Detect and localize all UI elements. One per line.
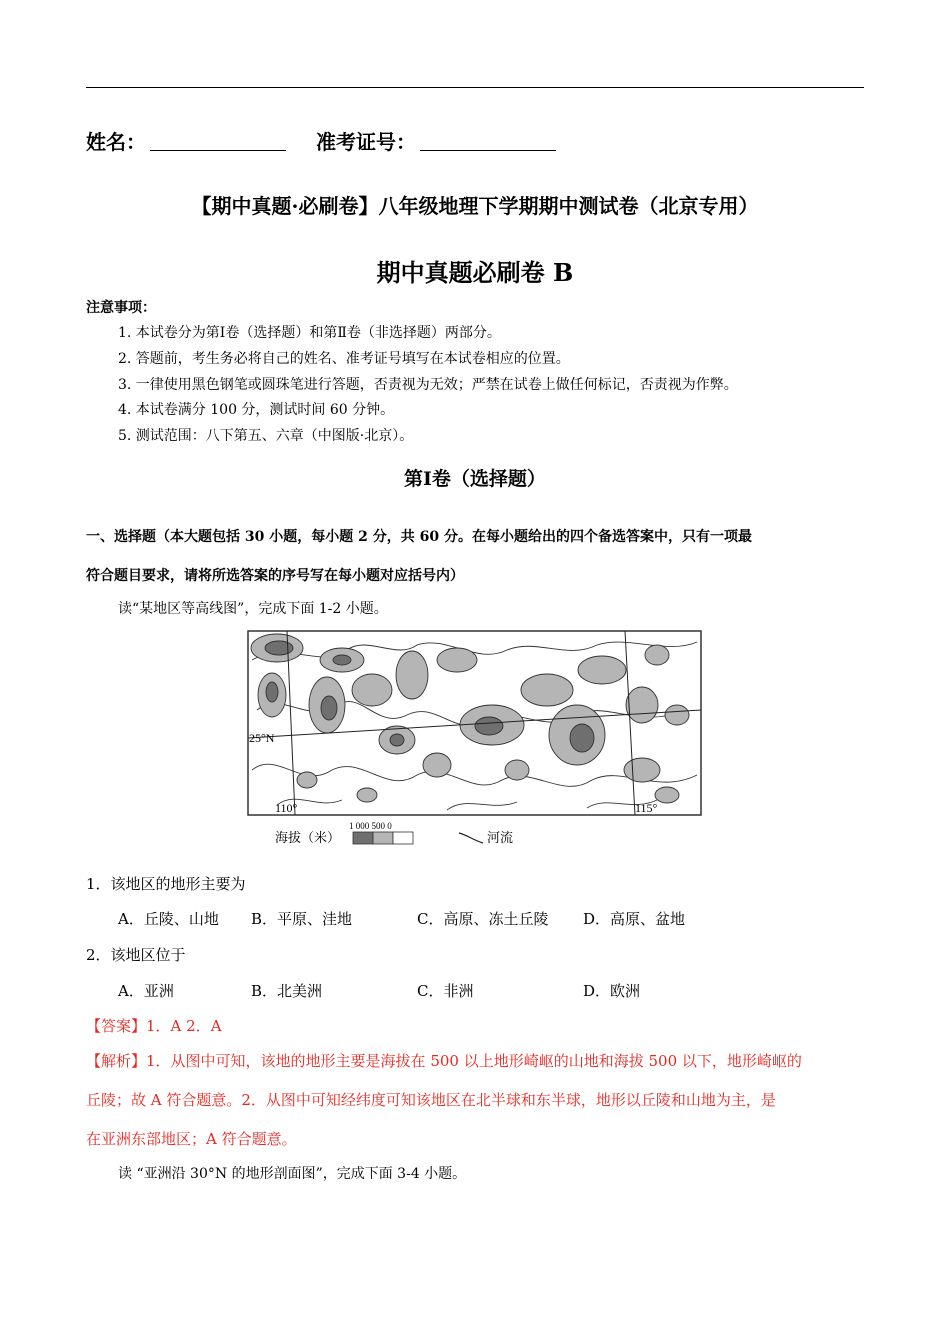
question-1-stem: 1．该地区的地形主要为	[86, 875, 246, 893]
exam-title: 【期中真题·必刷卷】八年级地理下学期期中测试卷（北京专用）	[191, 194, 759, 218]
top-rule	[86, 87, 864, 88]
q1-option-c[interactable]: C．高原、冻土丘陵	[417, 910, 549, 928]
reading-prompt-2: 读 “亚洲沿 30°N 的地形剖面图”，完成下面 3-4 小题。	[118, 1166, 467, 1182]
q2-option-b[interactable]: B．北美洲	[251, 982, 323, 1000]
note-item: 5. 测试范围：八下第五、六章（中图版·北京）。	[118, 428, 414, 444]
exam-subtitle: 期中真题必刷卷 B	[376, 258, 574, 287]
part1-title: 第Ⅰ卷（选择题）	[404, 468, 546, 490]
note-item: 2. 答题前，考生务必将自己的姓名、准考证号填写在本试卷相应的位置。	[118, 351, 570, 367]
legend-low	[393, 832, 413, 844]
q2-option-a[interactable]: A．亚洲	[118, 982, 174, 1000]
reading-prompt-1: 读“某地区等高线图”，完成下面 1-2 小题。	[118, 601, 388, 617]
note-item: 1. 本试卷分为第Ⅰ卷（选择题）和第Ⅱ卷（非选择题）两部分。	[118, 325, 501, 341]
note-item: 3. 一律使用黑色钢笔或圆珠笔进行答题，否责视为无效；严禁在试卷上做任何标记，否责视为作弊。	[118, 377, 738, 393]
analysis-line: 【解析】1．从图中可知，该地的地形主要是海拔在 500 以上地形崎岖的山地和海拔 500 以下，地形崎岖的	[86, 1052, 802, 1070]
q1-option-a[interactable]: A．丘陵、山地	[118, 910, 219, 928]
river-label: 河流	[487, 831, 514, 846]
name-blank[interactable]	[150, 132, 286, 151]
answer-line: 【答案】1．A 2．A	[86, 1017, 222, 1035]
note-item: 4. 本试卷满分 100 分，测试时间 60 分钟。	[118, 402, 395, 418]
legend-high	[353, 832, 373, 844]
contour-map	[247, 630, 703, 850]
q1-option-b[interactable]: B．平原、洼地	[251, 910, 353, 928]
question-2-stem: 2．该地区位于	[86, 946, 186, 964]
lat-label: 25°N	[249, 731, 275, 745]
analysis-line: 丘陵；故 A 符合题意。2．从图中可知经纬度可知该地区在北半球和东半球，地形以丘陵和山地为主，是	[86, 1091, 776, 1109]
q1-option-d[interactable]: D．高原、盆地	[583, 910, 686, 928]
section1-instructions-cont: 符合题目要求，请将所选答案的序号写在每小题对应括号内）	[86, 568, 464, 584]
river-icon	[459, 833, 483, 843]
legend-scale: 1 000 500 0	[349, 821, 392, 831]
notes-title: 注意事项：	[86, 300, 156, 316]
name-id-bar	[86, 126, 556, 155]
id-blank[interactable]	[420, 132, 556, 151]
lon-left-label: 110°	[275, 801, 298, 815]
q2-option-c[interactable]: C．非洲	[417, 982, 474, 1000]
id-label: 准考证号：	[316, 130, 416, 154]
analysis-line: 在亚洲东部地区；A 符合题意。	[86, 1130, 297, 1148]
q2-option-d[interactable]: D．欧洲	[583, 982, 641, 1000]
name-label: 姓名：	[86, 130, 146, 154]
legend-mid	[373, 832, 393, 844]
contour-map-figure	[247, 630, 703, 850]
legend-label: 海拔（米）	[275, 831, 341, 846]
lon-right-label: 115°	[635, 801, 658, 815]
section1-instructions: 一、选择题（本大题包括 30 小题，每小题 2 分，共 60 分。在每小题给出的四个备选答案中，只有一项最	[86, 529, 752, 545]
